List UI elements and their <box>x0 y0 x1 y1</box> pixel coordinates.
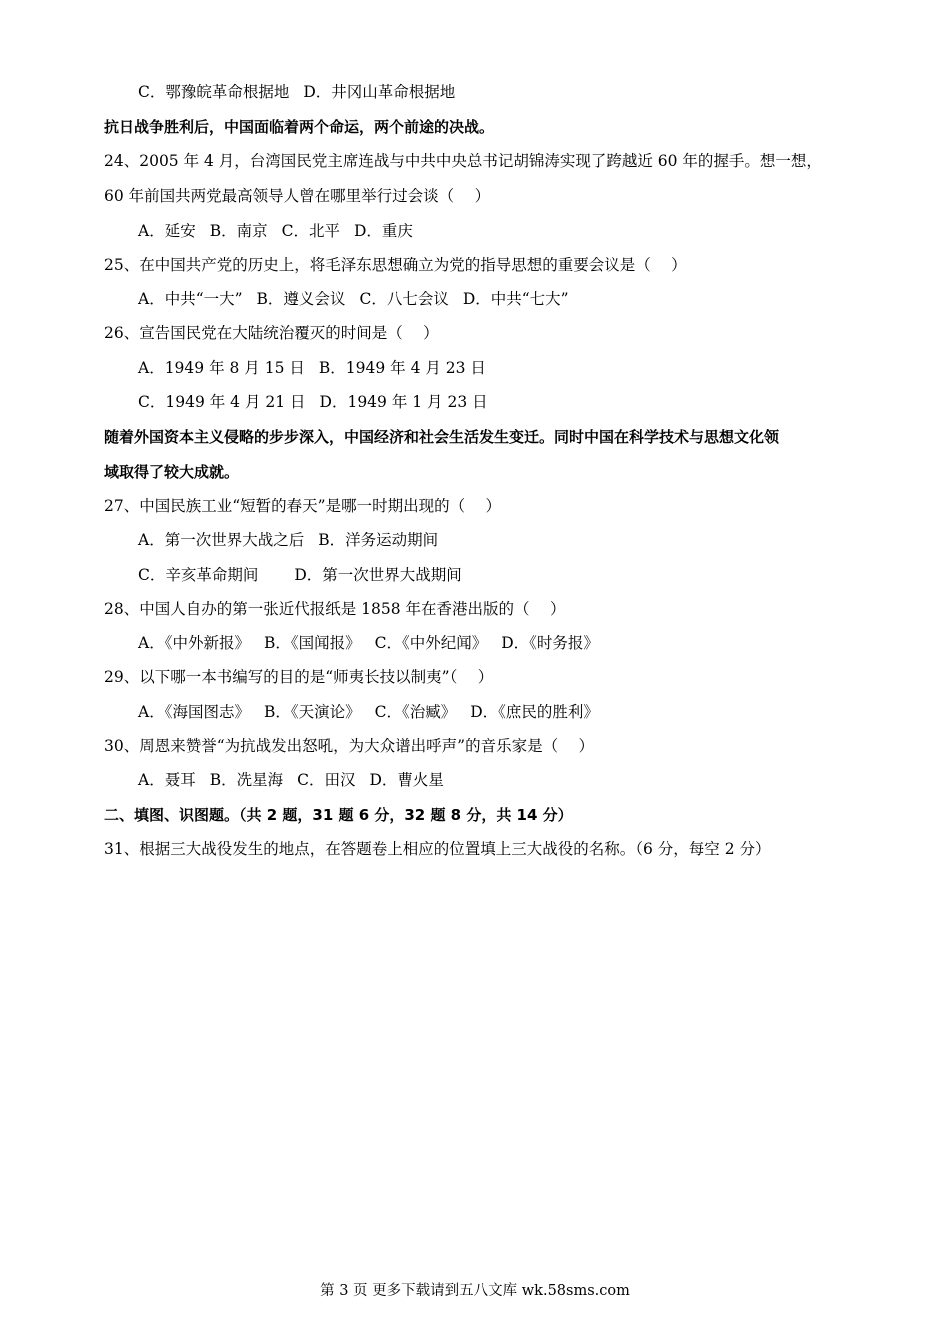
question-29-options <box>138 702 928 722</box>
question-27-options-row2 <box>138 565 928 585</box>
question-25-options <box>138 289 928 309</box>
section-heading-economy-culture: 随着外国资本主义侵略的步步深入，中国经济和社会生活发生变迁。同时中国在科学技术与思想文化领 <box>104 428 780 446</box>
option-c: C．《中外纪闻》 <box>374 634 488 652</box>
question-31-text: 31、根据三大战役发生的地点，在答题卷上相应的位置填上三大战役的名称。（6 分，每空 2 分） <box>104 840 771 858</box>
option-a: A．聂耳 <box>138 771 196 789</box>
option-b: B．洋务运动期间 <box>318 531 439 549</box>
question-30-options <box>138 770 928 790</box>
option-d: D．重庆 <box>353 222 413 240</box>
question-30-text: 30、周恩来赞誉“为抗战发出怒吼，为大众谱出呼声”的音乐家是（ ） <box>104 737 595 755</box>
option-c: C．1949 年 4 月 21 日 <box>138 393 306 411</box>
question-26-text: 26、宣告国民党在大陆统治覆灭的时间是（ ） <box>104 324 439 342</box>
option-c: C．鄂豫皖革命根据地 <box>138 83 290 101</box>
question-28-options <box>138 633 928 653</box>
option-b: B．遵义会议 <box>256 290 346 308</box>
question-24-options <box>138 221 928 241</box>
option-c: C．田汉 <box>297 771 356 789</box>
option-a: A．中共“一大” <box>138 290 243 308</box>
question-29-text: 29、以下哪一本书编写的目的是“师夷长技以制夷”（ ） <box>104 668 494 686</box>
question-26-options-row1 <box>138 358 928 378</box>
option-c: C．《治臧》 <box>374 703 457 721</box>
section-two-heading: 二、填图、识图题。（共 2 题，31 题 6 分，32 题 8 分，共 14 分） <box>104 806 573 824</box>
option-b: B．冼星海 <box>209 771 284 789</box>
question-24-text-cont: 60 年前国共两党最高领导人曾在哪里举行过会谈（ ） <box>104 187 491 205</box>
question-28-text: 28、中国人自办的第一张近代报纸是 1858 年在香港出版的（ ） <box>104 600 566 618</box>
section-heading-economy-culture-cont: 域取得了较大成就。 <box>104 463 240 481</box>
option-b: B．南京 <box>209 222 268 240</box>
question-27-text: 27、中国民族工业“短暂的春天”是哪一时期出现的（ ） <box>104 497 502 515</box>
option-d: D．中共“七大” <box>462 290 569 308</box>
question-27-options-row1 <box>138 530 928 550</box>
option-c: C．北平 <box>281 222 340 240</box>
option-d: D．井冈山革命根据地 <box>303 83 456 101</box>
option-a: A．1949 年 8 月 15 日 <box>138 359 305 377</box>
option-d: D．曹火星 <box>369 771 444 789</box>
option-c: C．辛亥革命期间 <box>138 566 259 584</box>
option-line-previous <box>138 82 928 102</box>
option-b: B．1949 年 4 月 23 日 <box>318 359 486 377</box>
option-d: D．《时务报》 <box>501 634 599 652</box>
question-26-options-row2 <box>138 392 928 412</box>
option-b: B．《天演论》 <box>263 703 361 721</box>
option-d: D．《庶民的胜利》 <box>470 703 599 721</box>
question-25-text: 25、在中国共产党的历史上，将毛泽东思想确立为党的指导思想的重要会议是（ ） <box>104 256 687 274</box>
option-c: C．八七会议 <box>359 290 449 308</box>
option-a: A．《中外新报》 <box>138 634 250 652</box>
option-d: D．1949 年 1 月 23 日 <box>319 393 488 411</box>
question-24-text: 24、2005 年 4 月，台湾国民党主席连战与中共中央总书记胡锦涛实现了跨越近 60 年的握手。想一想， <box>104 152 822 170</box>
option-b: B．《国闻报》 <box>263 634 361 652</box>
option-a: A．延安 <box>138 222 196 240</box>
section-heading-anti-japanese-victory: 抗日战争胜利后，中国面临着两个命运，两个前途的决战。 <box>104 118 495 136</box>
option-d: D．第一次世界大战期间 <box>294 566 462 584</box>
option-a: A．《海国图志》 <box>138 703 250 721</box>
option-a: A．第一次世界大战之后 <box>138 531 305 549</box>
page-footer: 第 3 页 更多下载请到五八文库 wk.58sms.com <box>320 1283 630 1299</box>
